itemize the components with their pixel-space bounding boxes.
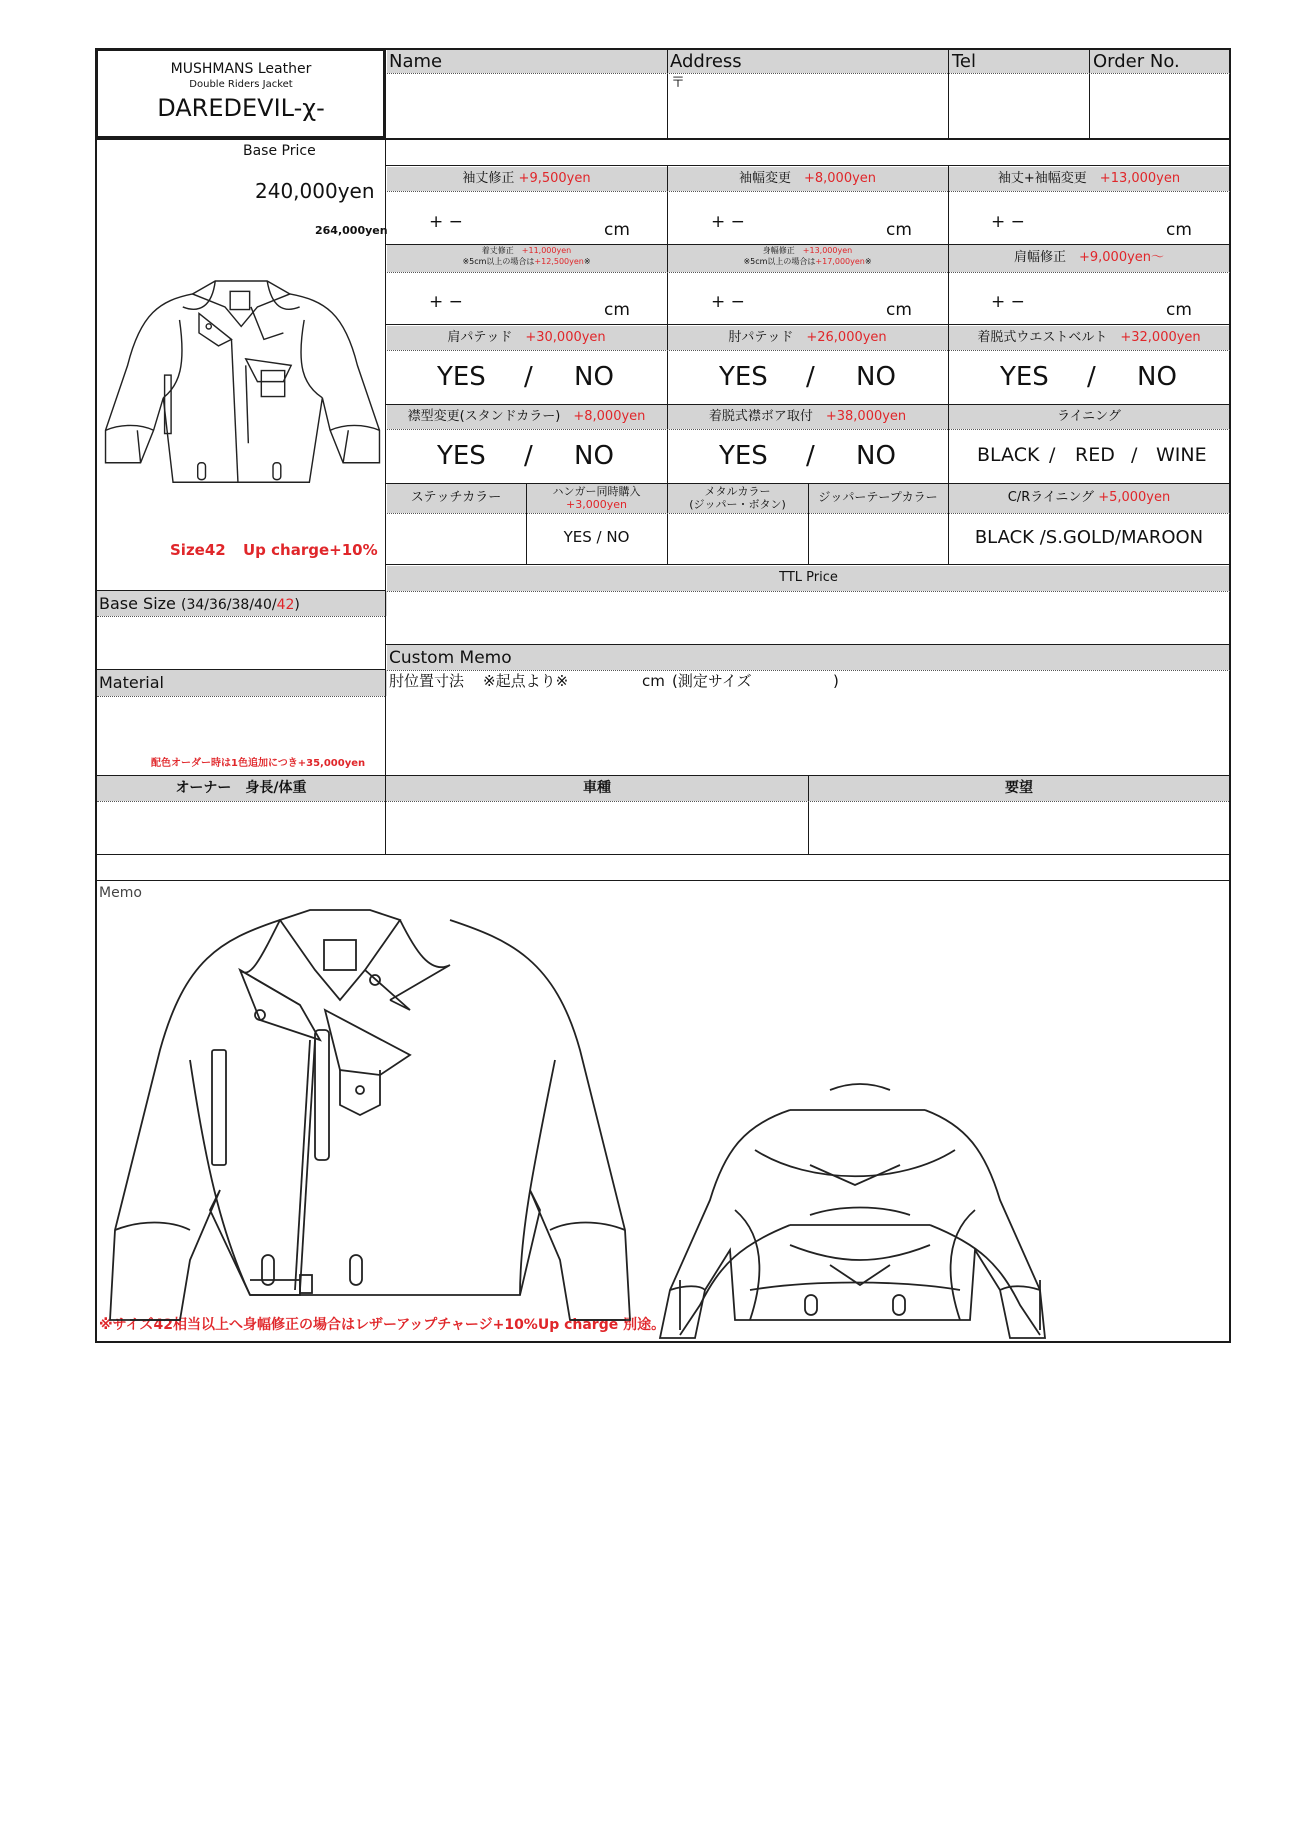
lining-slash-2: / <box>1131 444 1138 466</box>
name-field[interactable] <box>387 74 667 138</box>
shoulder-pad-yes[interactable]: YES <box>437 362 486 392</box>
sleeve-length-plus-minus[interactable]: + − <box>429 212 463 232</box>
zipper-tape-field[interactable] <box>809 514 947 563</box>
sleeve-width-header: 袖幅変更 +8,000yen <box>738 171 877 186</box>
owner-height-weight-label: オーナー 身長/体重 <box>175 780 307 796</box>
tel-field[interactable] <box>949 74 1089 138</box>
base-price-label: Base Price <box>243 143 316 159</box>
vehicle-label: 車種 <box>583 780 611 796</box>
sleeve-both-plus-minus[interactable]: + − <box>991 212 1025 232</box>
hanger-header: ハンガー同時購入 <box>552 485 641 498</box>
collar-change-header: 襟型変更(スタンドカラー) +8,000yen <box>407 409 646 424</box>
sleeve-both-header: 袖丈+袖幅変更 +13,000yen <box>997 171 1181 186</box>
custom-memo-measure-close: ) <box>833 672 839 690</box>
size-note: Size42 <box>170 541 226 559</box>
waist-belt-yes[interactable]: YES <box>1000 362 1049 392</box>
cr-lining-values[interactable]: BLACK /S.GOLD/MAROON <box>974 527 1204 548</box>
tel-label: Tel <box>952 51 977 72</box>
base-price-value: 240,000yen <box>255 179 375 203</box>
request-label: 要望 <box>1005 780 1033 796</box>
shoulder-width-plus-minus[interactable]: + − <box>991 292 1025 312</box>
footer-note: ※サイズ42相当以上へ身幅修正の場合はレザーアップチャージ+10%Up charge 別途。 <box>99 1317 666 1333</box>
shoulder-pad-header: 肩パテッド +30,000yen <box>447 330 606 345</box>
address-label: Address <box>670 51 742 72</box>
custom-memo-origin: ※起点より※ <box>483 672 569 690</box>
collar-change-no[interactable]: NO <box>574 441 614 471</box>
owner-height-weight-field[interactable] <box>97 802 385 853</box>
custom-memo-label: Custom Memo <box>389 648 512 668</box>
waist-belt-no[interactable]: NO <box>1137 362 1177 392</box>
lining-wine[interactable]: WINE <box>1156 444 1207 466</box>
custom-memo-field[interactable] <box>387 692 1230 774</box>
lining-slash-1: / <box>1049 444 1056 466</box>
tax-price-value: 264,000yen <box>315 224 388 237</box>
body-length-note: ※5cm以上の場合は+12,500yen※ <box>462 257 591 266</box>
body-length-plus-minus[interactable]: + − <box>429 292 463 312</box>
name-label: Name <box>389 51 443 72</box>
body-width-header: 身幅修正 +13,000yen <box>762 246 853 255</box>
address-field[interactable] <box>668 74 948 138</box>
hanger-yes-no[interactable]: YES / NO <box>563 528 630 546</box>
vehicle-field[interactable] <box>387 802 807 853</box>
material-note: 配色オーダー時は1色追加につき+35,000yen <box>151 758 366 769</box>
material-label: Material <box>99 673 164 692</box>
boa-collar-slash: / <box>806 441 815 471</box>
ttl-price-field[interactable] <box>387 592 1230 644</box>
sleeve-both-unit: cm <box>1166 220 1192 240</box>
sleeve-length-header: 袖丈修正 +9,500yen <box>462 171 591 186</box>
stitch-color-field[interactable] <box>387 514 525 563</box>
memo-label: Memo <box>99 885 142 901</box>
custom-memo-unit: cm <box>642 672 665 690</box>
shoulder-pad-no[interactable]: NO <box>574 362 614 392</box>
brand-maker: MUSHMANS Leather <box>170 61 312 77</box>
elbow-pad-no[interactable]: NO <box>856 362 896 392</box>
waist-belt-header: 着脱式ウエストベルト +32,000yen <box>977 330 1201 345</box>
stitch-color-header: ステッチカラー <box>410 490 502 505</box>
boa-collar-yes[interactable]: YES <box>719 441 768 471</box>
jacket-front-thumbnail <box>100 268 385 503</box>
shoulder-width-header: 肩幅修正 +9,000yen～ <box>1013 250 1165 265</box>
body-width-plus-minus[interactable]: + − <box>711 292 745 312</box>
ttl-price-label: TTL Price <box>779 570 838 585</box>
custom-memo-elbow: 肘位置寸法 <box>389 672 465 690</box>
body-width-unit: cm <box>886 300 912 320</box>
sleeve-length-unit: cm <box>604 220 630 240</box>
base-size-field[interactable] <box>97 617 385 669</box>
upcharge-note: Up charge+10% <box>243 541 378 559</box>
hanger-price: +3,000yen <box>566 498 627 511</box>
elbow-pad-yes[interactable]: YES <box>719 362 768 392</box>
lining-red[interactable]: RED <box>1075 444 1115 466</box>
brand-model-name: DAREDEVIL-χ- <box>157 94 325 122</box>
order-no-field[interactable] <box>1090 74 1229 138</box>
jacket-back-body <box>640 1090 1070 1340</box>
cr-lining-header: C/Rライニング +5,000yen <box>1007 490 1171 505</box>
request-field[interactable] <box>809 802 1229 853</box>
shoulder-width-unit: cm <box>1166 300 1192 320</box>
order-no-label: Order No. <box>1093 51 1180 72</box>
waist-belt-slash: / <box>1087 362 1096 392</box>
base-size-label: Base Size (34/36/38/40/42) <box>99 594 300 613</box>
sleeve-width-plus-minus[interactable]: + − <box>711 212 745 232</box>
metal-color-header: メタルカラー <box>704 485 771 498</box>
elbow-pad-slash: / <box>806 362 815 392</box>
body-length-header: 着丈修正 +11,000yen <box>481 246 572 255</box>
brand-model-type: Double Riders Jacket <box>189 79 293 90</box>
body-length-unit: cm <box>604 300 630 320</box>
body-width-note: ※5cm以上の場合は+17,000yen※ <box>743 257 872 266</box>
metal-color-sub: (ジッパー・ボタン) <box>689 498 786 511</box>
collar-change-yes[interactable]: YES <box>437 441 486 471</box>
boa-collar-header: 着脱式襟ボア取付 +38,000yen <box>708 409 907 424</box>
jacket-front-drawing <box>110 900 630 1340</box>
collar-change-slash: / <box>524 441 533 471</box>
metal-color-field[interactable] <box>668 514 807 563</box>
custom-memo-band <box>387 645 1230 670</box>
zipper-tape-header: ジッパーテープカラー <box>818 490 938 504</box>
lining-black[interactable]: BLACK <box>977 444 1040 466</box>
material-field[interactable] <box>97 697 385 757</box>
elbow-pad-header: 肘パテッド +26,000yen <box>728 330 887 345</box>
custom-memo-measure-open: (測定サイズ <box>672 672 752 690</box>
sleeve-width-unit: cm <box>886 220 912 240</box>
postal-mark: 〒 <box>671 75 685 91</box>
boa-collar-no[interactable]: NO <box>856 441 896 471</box>
shoulder-pad-slash: / <box>524 362 533 392</box>
lining-header: ライニング <box>1057 409 1121 424</box>
